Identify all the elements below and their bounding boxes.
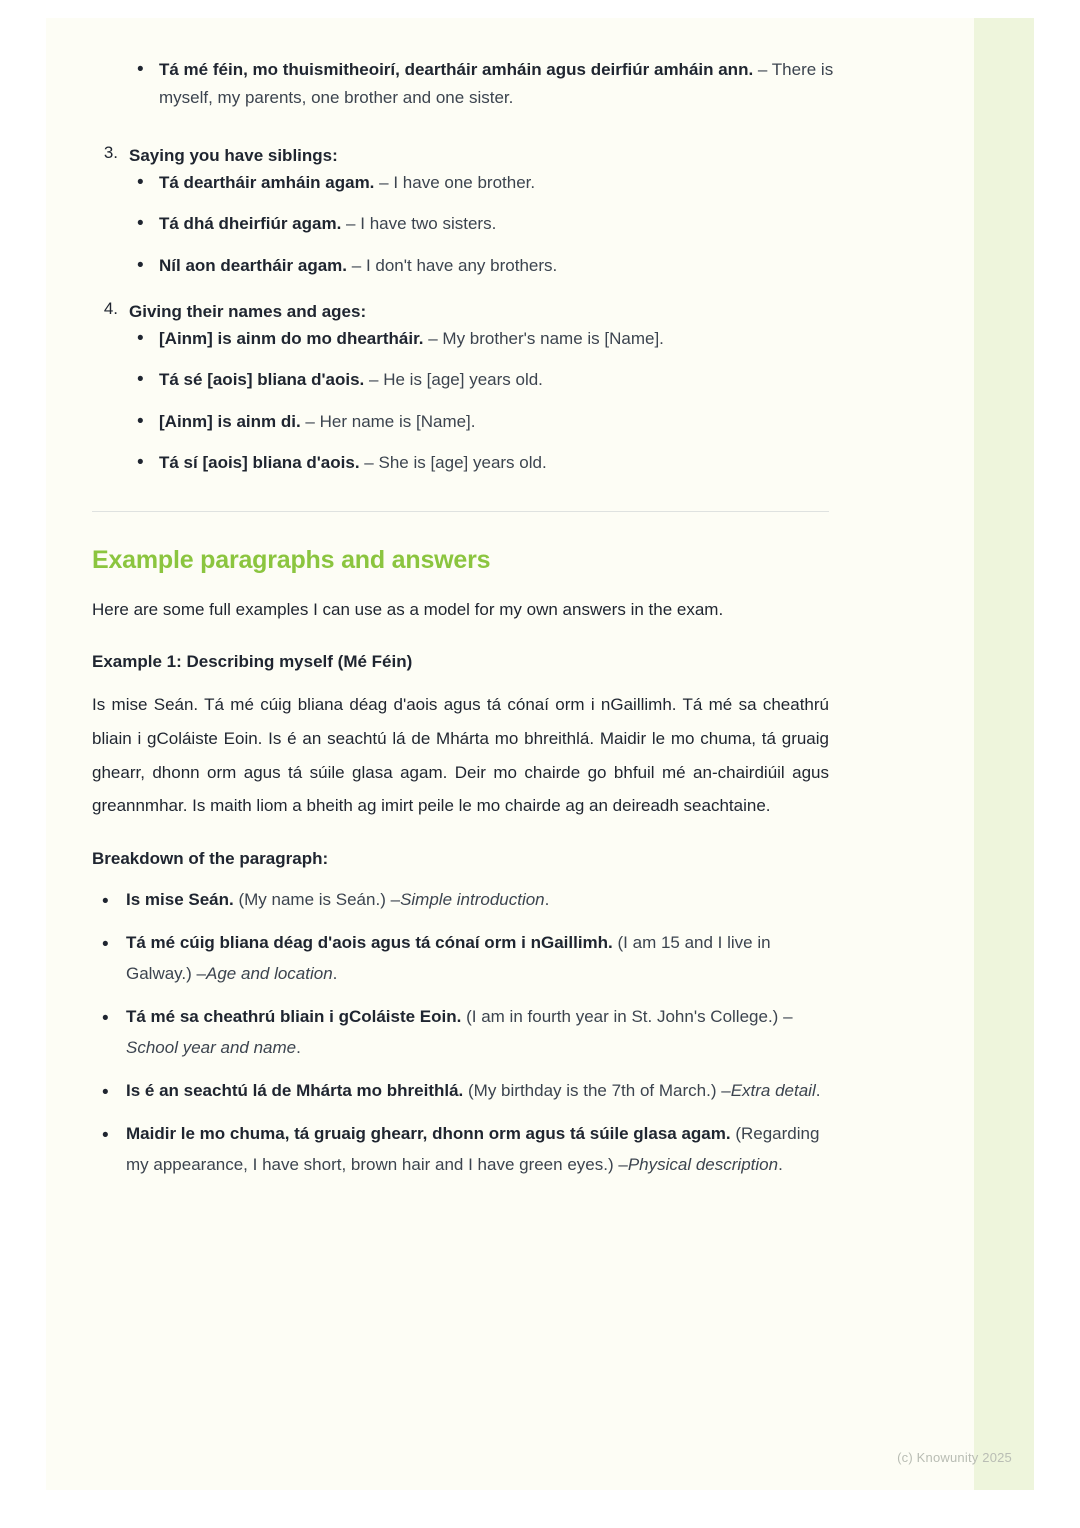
grammar-note: Simple introduction bbox=[400, 890, 545, 910]
sentence-end: . bbox=[332, 963, 338, 983]
list-item bbox=[129, 408, 882, 436]
document-content bbox=[92, 18, 882, 1193]
list-item bbox=[92, 928, 829, 990]
irish-phrase: Tá deartháir amháin agam. bbox=[159, 172, 375, 192]
separator-dash: – bbox=[783, 1006, 793, 1026]
english-translation: I have two sisters. bbox=[360, 214, 497, 234]
irish-phrase: Tá mé féin, mo thuismitheoirí, deartháir amháin agus deirfiúr amháin ann. bbox=[159, 60, 754, 79]
top-bullet-list bbox=[129, 56, 882, 111]
sub-list-names-ages bbox=[129, 325, 882, 477]
english-translation: (Regarding my appearance, I have short, brown hair and I have green eyes.) bbox=[126, 1123, 820, 1174]
list-number: 4. bbox=[103, 299, 118, 319]
grammar-note: Extra detail bbox=[730, 1080, 816, 1100]
english-translation: She is [age] years old. bbox=[378, 453, 547, 473]
section-intro: Here are some full examples I can use as a model for my own answers in the exam. bbox=[92, 599, 724, 619]
english-translation: I don't have any brothers. bbox=[365, 255, 558, 275]
english-translation: (My birthday is the 7th of March.) bbox=[468, 1080, 717, 1100]
separator-dash: – bbox=[618, 1154, 628, 1174]
english-translation: (I am 15 and I live in Galway.) bbox=[126, 933, 771, 983]
section-divider bbox=[92, 511, 829, 512]
section-heading: Example paragraphs and answers bbox=[92, 545, 491, 574]
outline-heading: Giving their names and ages: bbox=[129, 302, 367, 322]
english-translation: He is [age] years old. bbox=[383, 370, 543, 390]
separator-dash: – bbox=[305, 411, 315, 431]
separator-dash: – bbox=[346, 214, 356, 234]
breakdown-title: Breakdown of the paragraph: bbox=[92, 849, 329, 869]
sentence-end: . bbox=[815, 1080, 821, 1100]
outline-item-4 bbox=[92, 299, 882, 477]
example-paragraph: Is mise Seán. Tá mé cúig bliana déag d'aois agus tá cónaí orm i nGaillimh. Tá mé sa cheathrú bliain i gColáiste Eoin. Is é an seachtú lá de Mhárta mo bhreithlá. Maidir le mo chuma, tá gruaig ghearr, dhonn orm agus tá súile glasa agam. Deir mo chairde go bhfuil mé an-chairdiúil agus greannmhar. Is maith liom a bheith ag imirt peile le mo chairde ag an deireadh seachtaine. bbox=[92, 695, 829, 816]
separator-dash: – bbox=[390, 890, 401, 910]
sentence-end: . bbox=[544, 890, 550, 910]
separator-dash: – bbox=[369, 370, 379, 390]
grammar-note: School year and name bbox=[126, 1037, 297, 1057]
irish-phrase: [Ainm] is ainm do mo dheartháir. bbox=[159, 328, 424, 348]
list-item bbox=[129, 210, 882, 238]
document-page bbox=[46, 18, 1034, 1490]
separator-dash: – bbox=[351, 255, 362, 275]
irish-phrase: [Ainm] is ainm di. bbox=[159, 411, 301, 431]
grammar-note: Age and location bbox=[206, 963, 333, 983]
irish-phrase: Tá mé sa cheathrú bliain i gColáiste Eoin. bbox=[126, 1006, 462, 1026]
watermark: (c) Knowunity 2025 bbox=[897, 1450, 1012, 1465]
english-translation: I have one brother. bbox=[393, 172, 536, 192]
sentence-end: . bbox=[296, 1037, 301, 1057]
list-item bbox=[129, 56, 882, 111]
separator-dash: – bbox=[196, 963, 207, 983]
list-item bbox=[92, 1002, 829, 1064]
english-translation: Her name is [Name]. bbox=[319, 411, 476, 431]
page-side-band-gap bbox=[966, 18, 974, 1490]
separator-dash: – bbox=[428, 328, 438, 348]
english-translation: My brother's name is [Name]. bbox=[442, 328, 664, 348]
english-translation: (I am in fourth year in St. John's College.) bbox=[466, 1006, 779, 1026]
page-side-band bbox=[966, 18, 1034, 1490]
irish-phrase: Tá sé [aois] bliana d'aois. bbox=[159, 370, 365, 390]
separator-dash: – bbox=[757, 60, 768, 79]
list-item bbox=[129, 252, 882, 280]
list-item bbox=[129, 325, 882, 353]
english-translation: (My name is Seán.) bbox=[238, 890, 386, 910]
list-item bbox=[129, 169, 882, 197]
outline-heading: Saying you have siblings: bbox=[129, 146, 338, 166]
list-item bbox=[129, 449, 882, 477]
list-item bbox=[92, 885, 829, 916]
irish-phrase: Tá mé cúig bliana déag d'aois agus tá cónaí orm i nGaillimh. bbox=[126, 933, 613, 952]
list-item bbox=[92, 1119, 829, 1181]
list-item bbox=[92, 1076, 829, 1107]
sentence-end: . bbox=[778, 1154, 783, 1174]
irish-phrase: Is mise Seán. bbox=[126, 890, 234, 910]
separator-dash: – bbox=[379, 172, 389, 192]
grammar-note: Physical description bbox=[627, 1154, 779, 1174]
list-number: 3. bbox=[103, 143, 118, 163]
irish-phrase: Maidir le mo chuma, tá gruaig ghearr, dhonn orm agus tá súile glasa agam. bbox=[126, 1123, 731, 1143]
irish-phrase: Níl aon deartháir agam. bbox=[159, 255, 347, 275]
irish-phrase: Tá sí [aois] bliana d'aois. bbox=[159, 453, 360, 473]
breakdown-list bbox=[92, 885, 829, 1181]
outline-item-3 bbox=[92, 143, 882, 279]
example-title: Example 1: Describing myself (Mé Féin) bbox=[92, 652, 413, 672]
numbered-outline bbox=[92, 143, 882, 477]
separator-dash: – bbox=[721, 1080, 731, 1100]
separator-dash: – bbox=[364, 453, 374, 473]
sub-list-siblings bbox=[129, 169, 882, 280]
irish-phrase: Is é an seachtú lá de Mhárta mo bhreithlá. bbox=[126, 1080, 464, 1100]
english-translation: There is myself, my parents, one brother and one sister. bbox=[159, 60, 834, 107]
list-item bbox=[129, 366, 882, 394]
irish-phrase: Tá dhá dheirfiúr agam. bbox=[159, 214, 342, 234]
